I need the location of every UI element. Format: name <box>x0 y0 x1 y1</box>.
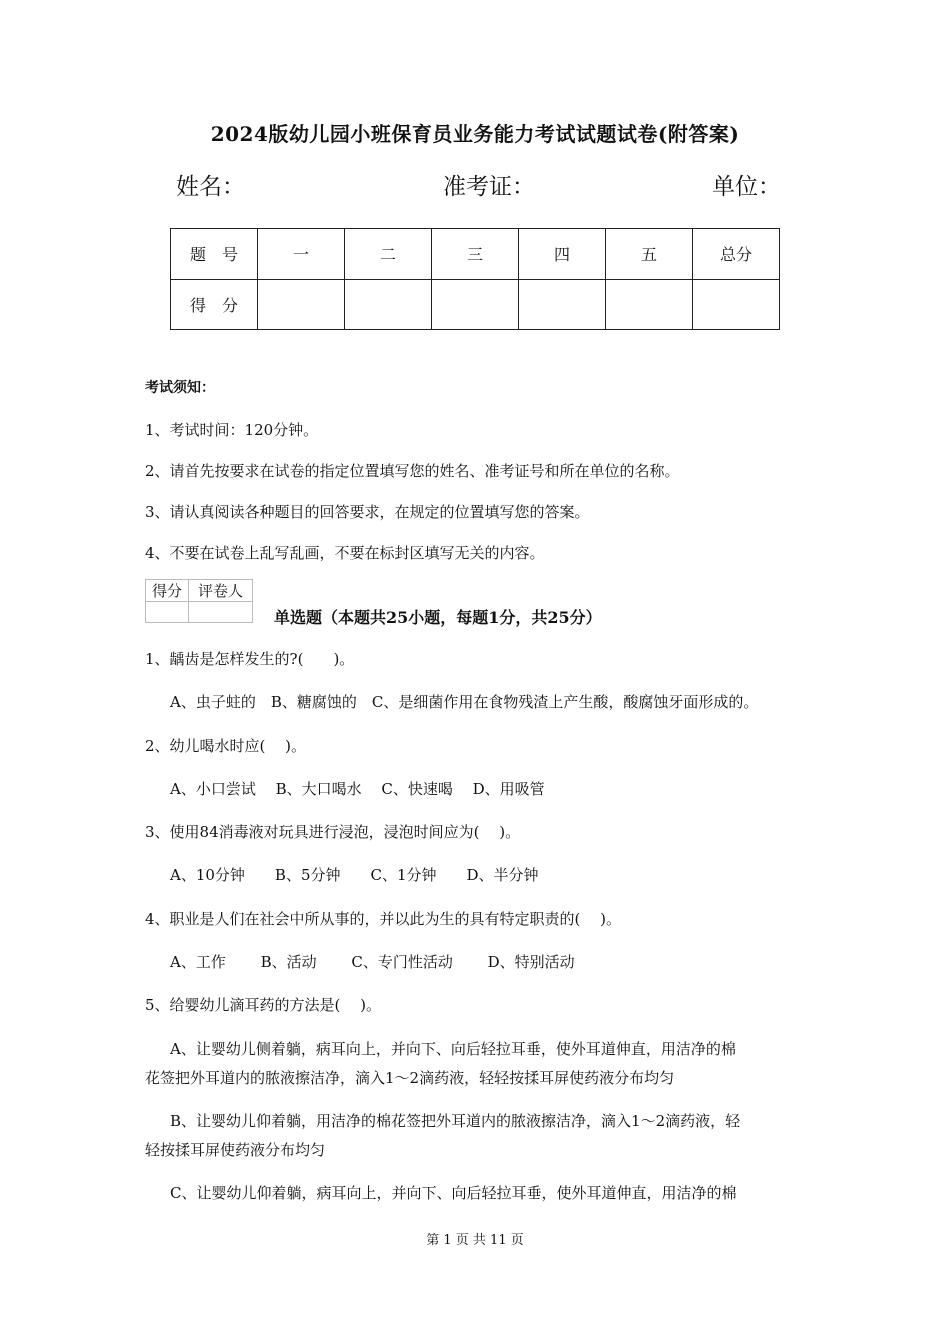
unit-label: 单位： <box>712 174 781 200</box>
score-input-cell[interactable] <box>345 279 432 330</box>
question-5-option-b-cont: 轻按揉耳屏使药液分布均匀 <box>145 1141 326 1159</box>
question-3-options: A、10分钟 B、5分钟 C、1分钟 D、半分钟 <box>170 866 539 884</box>
score-table-cell: 一 <box>258 229 345 280</box>
question-1: 1、龋齿是怎样发生的?( )。 <box>145 650 355 668</box>
notice-item: 1、考试时间：120分钟。 <box>145 421 319 439</box>
score-table-cell: 总分 <box>693 229 780 280</box>
score-table-score-row <box>171 279 780 330</box>
notice-item: 3、请认真阅读各种题目的回答要求，在规定的位置填写您的答案。 <box>145 503 590 521</box>
question-3: 3、使用84消毒液对玩具进行浸泡，浸泡时间应为( )。 <box>145 823 521 841</box>
question-5: 5、给婴幼儿滴耳药的方法是( )。 <box>145 996 382 1014</box>
question-5-option-a-cont: 花签把外耳道内的脓液擦洁净，滴入1～2滴药液，轻轻按揉耳屏使药液分布均匀 <box>145 1069 675 1087</box>
page-footer: 第 1 页 共 11 页 <box>426 1233 524 1248</box>
question-4: 4、职业是人们在社会中所从事的，并以此为生的具有特定职责的( )。 <box>145 910 622 928</box>
question-2: 2、幼儿喝水时应( )。 <box>145 737 307 755</box>
score-row-label: 得 分 <box>171 279 258 330</box>
section-title: 单选题（本题共25小题，每题1分，共25分） <box>274 608 602 627</box>
notice-item: 4、不要在试卷上乱写乱画，不要在标封区填写无关的内容。 <box>145 544 545 562</box>
notice-item: 2、请首先按要求在试卷的指定位置填写您的姓名、准考证号和所在单位的名称。 <box>145 462 680 480</box>
grader-name-cell[interactable] <box>189 602 253 623</box>
score-table-cell: 题 号 <box>171 229 258 280</box>
score-table-cell: 二 <box>345 229 432 280</box>
score-table-cell: 五 <box>606 229 693 280</box>
question-5-option-c: C、让婴幼儿仰着躺，病耳向上，并向下、向后轻拉耳垂，使外耳道伸直，用洁净的棉 <box>170 1184 737 1202</box>
name-label: 姓名： <box>176 174 245 200</box>
score-table-cell: 三 <box>432 229 519 280</box>
score-table <box>170 228 780 330</box>
question-1-options: A、虫子蛀的 B、糖腐蚀的 C、是细菌作用在食物残渣上产生酸，酸腐蚀牙面形成的。 <box>170 693 759 711</box>
exam-id-label: 准考证： <box>443 174 535 200</box>
score-input-cell[interactable] <box>606 279 693 330</box>
document-title: 2024版幼儿园小班保育员业务能力考试试题试卷(附答案) <box>210 122 740 146</box>
score-table-cell: 四 <box>519 229 606 280</box>
score-input-cell[interactable] <box>432 279 519 330</box>
grader-score-label: 得分 <box>146 580 189 602</box>
grader-score-cell[interactable] <box>146 602 189 623</box>
score-table-header-row <box>171 229 780 280</box>
question-5-option-a: A、让婴幼儿侧着躺，病耳向上，并向下、向后轻拉耳垂，使外耳道伸直，用洁净的棉 <box>170 1040 736 1058</box>
grader-box <box>145 579 253 623</box>
question-4-options: A、工作 B、活动 C、专门性活动 D、特别活动 <box>170 953 575 971</box>
score-input-cell[interactable] <box>258 279 345 330</box>
score-input-cell[interactable] <box>693 279 780 330</box>
score-input-cell[interactable] <box>519 279 606 330</box>
grader-name-label: 评卷人 <box>189 580 253 602</box>
question-2-options: A、小口尝试 B、大口喝水 C、快速喝 D、用吸管 <box>170 780 545 798</box>
question-5-option-b: B、让婴幼儿仰着躺，用洁净的棉花签把外耳道内的脓液擦洁净，滴入1～2滴药液，轻 <box>170 1112 741 1130</box>
notice-heading: 考试须知： <box>145 380 215 396</box>
